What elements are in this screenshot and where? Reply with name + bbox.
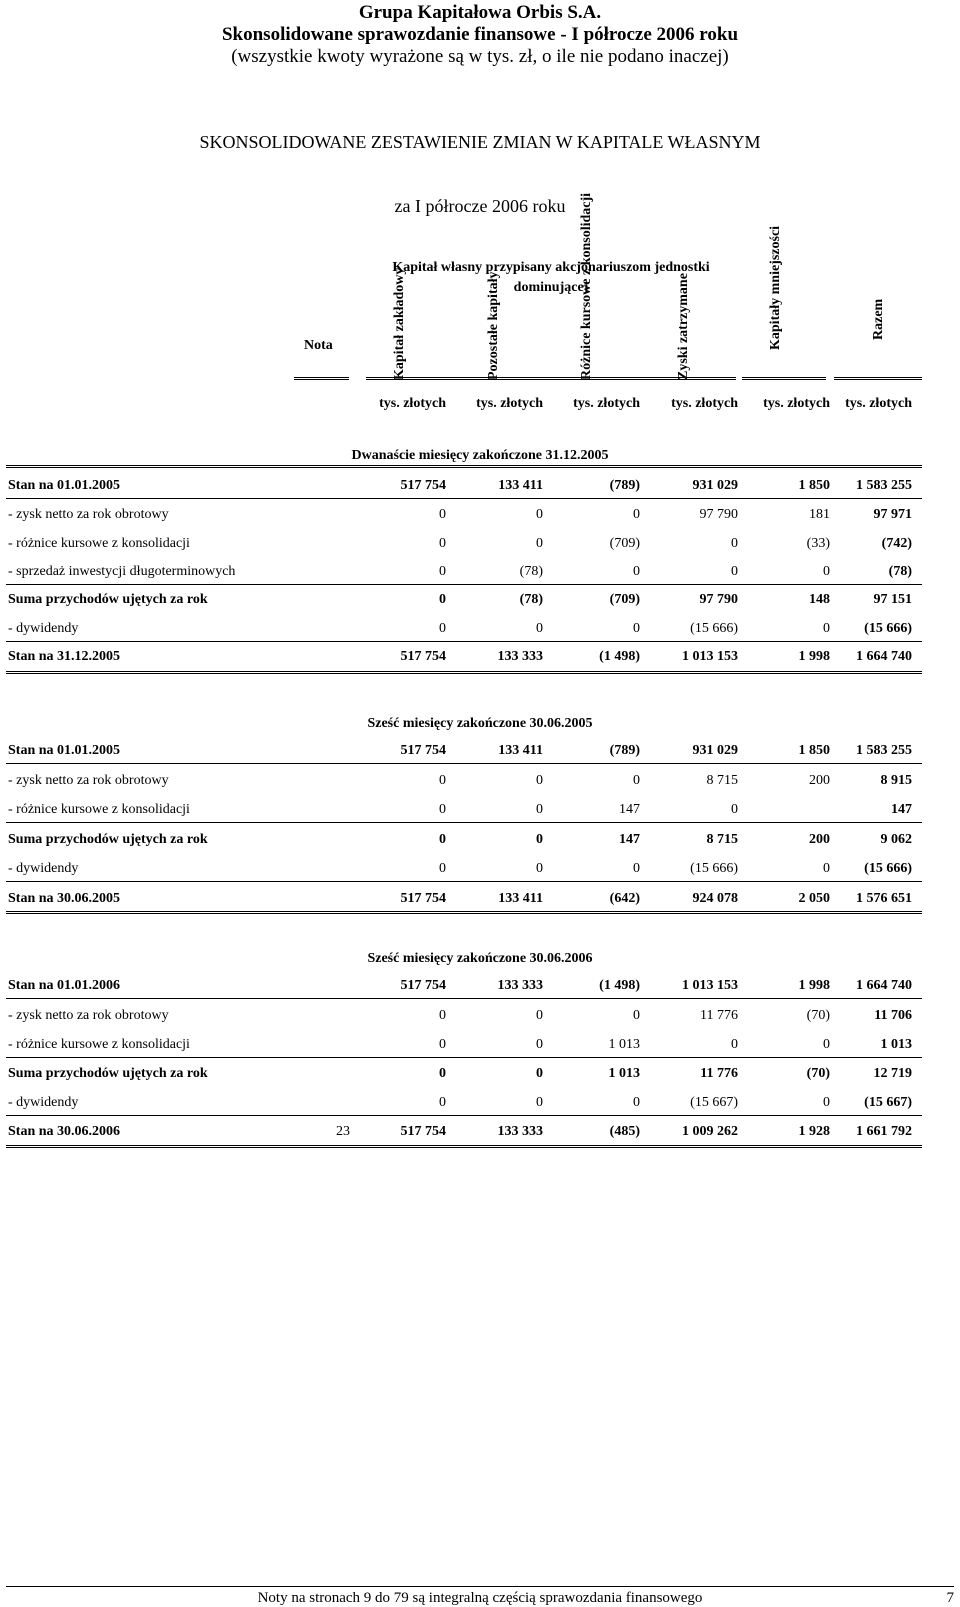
cell-pozostale-kapitaly: (78) [519, 592, 543, 607]
cell-pozostale-kapitaly: 0 [536, 832, 543, 847]
cell-kapitaly-mniejszosci: 0 [823, 861, 830, 876]
cell-kapital-zakladowy: 517 754 [400, 891, 446, 906]
cell-kapital-zakladowy: 0 [439, 592, 446, 607]
footer-note: Noty na stronach 9 do 79 są integralną częścią sprawozdania finansowego [257, 1590, 703, 1606]
cell-razem: (78) [888, 564, 912, 579]
row-rule [6, 1057, 922, 1058]
footer-rule [6, 1586, 954, 1587]
header-rule-minority [742, 377, 826, 380]
table-row [0, 861, 960, 879]
table-row [0, 802, 960, 820]
cell-zyski-zatrzymane: 1 013 153 [682, 978, 738, 993]
row-label: - różnice kursowe z konsolidacji [8, 802, 190, 817]
cell-zyski-zatrzymane: 11 776 [700, 1008, 738, 1023]
table-row [0, 1124, 960, 1142]
row-rule [6, 998, 922, 999]
cell-pozostale-kapitaly: 0 [536, 621, 543, 636]
section-title: Dwanaście miesięcy zakończone 31.12.2005 [351, 448, 609, 463]
total-rule [6, 1145, 922, 1148]
col-header-razem: Razem [871, 298, 886, 340]
cell-pozostale-kapitaly: 0 [536, 1066, 543, 1081]
cell-razem: 1 583 255 [856, 743, 912, 758]
cell-kapitaly-mniejszosci: 1 850 [798, 743, 830, 758]
cell-roznice-kursowe: 147 [619, 802, 640, 817]
cell-razem: 1 576 651 [856, 891, 912, 906]
cell-kapitaly-mniejszosci: 181 [809, 507, 830, 522]
cell-kapitaly-mniejszosci: 200 [809, 832, 830, 847]
cell-kapitaly-mniejszosci: 0 [823, 1095, 830, 1110]
col-header-pozostale-kapitaly: Pozostałe kapitały [486, 271, 501, 380]
header-rule-equity [366, 377, 736, 380]
cell-kapital-zakladowy: 0 [439, 1066, 446, 1081]
table-row [0, 507, 960, 525]
unit-label: tys. złotych [379, 396, 446, 411]
cell-roznice-kursowe: 147 [619, 832, 640, 847]
table-row [0, 743, 960, 761]
col-header-kapitaly-mniejszosci: Kapitały mniejszości [768, 225, 783, 350]
cell-kapital-zakladowy: 0 [439, 832, 446, 847]
cell-roznice-kursowe: 0 [633, 1095, 640, 1110]
section-title: Sześć miesięcy zakończone 30.06.2006 [367, 951, 593, 966]
cell-roznice-kursowe: 0 [633, 621, 640, 636]
row-label: Stan na 31.12.2005 [8, 649, 121, 664]
row-label: Suma przychodów ujętych za rok [8, 1066, 208, 1081]
row-label: Stan na 01.01.2006 [8, 978, 121, 993]
cell-zyski-zatrzymane: 1 013 153 [682, 649, 738, 664]
cell-pozostale-kapitaly: 133 333 [497, 1124, 543, 1139]
row-label: Stan na 01.01.2005 [8, 478, 121, 493]
table-row [0, 1066, 960, 1084]
cell-roznice-kursowe: 0 [633, 507, 640, 522]
cell-pozostale-kapitaly: 0 [536, 1008, 543, 1023]
cell-zyski-zatrzymane: 931 029 [692, 478, 738, 493]
cell-kapital-zakladowy: 0 [439, 1008, 446, 1023]
cell-zyski-zatrzymane: 8 715 [706, 773, 738, 788]
row-rule [6, 1115, 922, 1116]
cell-razem: 1 583 255 [856, 478, 912, 493]
page-number: 7 [946, 1590, 954, 1606]
cell-roznice-kursowe: 0 [633, 861, 640, 876]
table-row [0, 564, 960, 582]
unit-label: tys. złotych [763, 396, 830, 411]
cell-roznice-kursowe: 1 013 [608, 1066, 640, 1081]
cell-pozostale-kapitaly: 133 411 [498, 743, 543, 758]
cell-pozostale-kapitaly: 0 [536, 1037, 543, 1052]
total-rule [6, 671, 922, 674]
row-label: - różnice kursowe z konsolidacji [8, 536, 190, 551]
table-row [0, 978, 960, 996]
cell-kapitaly-mniejszosci: 0 [823, 564, 830, 579]
row-label: - dywidendy [8, 861, 79, 876]
cell-roznice-kursowe: 1 013 [608, 1037, 640, 1052]
cell-zyski-zatrzymane: 97 790 [699, 507, 738, 522]
cell-kapital-zakladowy: 0 [439, 507, 446, 522]
table-row [0, 478, 960, 496]
cell-kapitaly-mniejszosci: 1 928 [798, 1124, 830, 1139]
cell-zyski-zatrzymane: 924 078 [692, 891, 738, 906]
cell-razem: 147 [891, 802, 912, 817]
cell-razem: 1 013 [880, 1037, 912, 1052]
row-label: - sprzedaż inwestycji długoterminowych [8, 564, 236, 579]
cell-razem: 1 661 792 [856, 1124, 912, 1139]
cell-roznice-kursowe: 0 [633, 773, 640, 788]
cell-roznice-kursowe: (1 498) [599, 649, 640, 664]
cell-razem: 97 971 [873, 507, 912, 522]
cell-kapital-zakladowy: 0 [439, 802, 446, 817]
table-row [0, 891, 960, 909]
cell-kapital-zakladowy: 517 754 [400, 1124, 446, 1139]
row-label: Suma przychodów ujętych za rok [8, 592, 208, 607]
col-header-zyski-zatrzymane: Zyski zatrzymane [676, 273, 691, 380]
table-row [0, 1095, 960, 1113]
cell-roznice-kursowe: (642) [609, 891, 640, 906]
section-top-rule [6, 465, 922, 468]
cell-kapitaly-mniejszosci: (33) [806, 536, 830, 551]
header-rule-total [834, 377, 922, 380]
cell-razem: (15 666) [864, 861, 912, 876]
row-rule [6, 584, 922, 585]
cell-roznice-kursowe: (709) [609, 592, 640, 607]
unit-label: tys. złotych [845, 396, 912, 411]
row-rule [6, 763, 922, 764]
cell-razem: 11 706 [874, 1008, 912, 1023]
unit-label: tys. złotych [573, 396, 640, 411]
cell-roznice-kursowe: 0 [633, 1008, 640, 1023]
cell-roznice-kursowe: (485) [609, 1124, 640, 1139]
cell-razem: 8 915 [880, 773, 912, 788]
statement-period: za I półrocze 2006 roku [394, 196, 566, 216]
table-row [0, 773, 960, 791]
table-row [0, 536, 960, 554]
cell-razem: 12 719 [873, 1066, 912, 1081]
cell-razem: (15 666) [864, 621, 912, 636]
row-rule [6, 641, 922, 642]
table-row [0, 1037, 960, 1055]
cell-pozostale-kapitaly: 133 333 [497, 649, 543, 664]
cell-roznice-kursowe: 0 [633, 564, 640, 579]
nota-header: Nota [304, 338, 333, 353]
company-name: Grupa Kapitałowa Orbis S.A. [358, 2, 602, 23]
header-rule-nota [294, 377, 349, 380]
unit-label: tys. złotych [476, 396, 543, 411]
cell-pozostale-kapitaly: 0 [536, 802, 543, 817]
cell-pozostale-kapitaly: 133 411 [498, 478, 543, 493]
cell-kapitaly-mniejszosci: 0 [823, 1037, 830, 1052]
cell-razem: 97 151 [873, 592, 912, 607]
cell-zyski-zatrzymane: 0 [731, 1037, 738, 1052]
cell-kapitaly-mniejszosci: 1 850 [798, 478, 830, 493]
row-label: - zysk netto za rok obrotowy [8, 507, 169, 522]
row-nota: 23 [336, 1124, 350, 1139]
cell-kapital-zakladowy: 0 [439, 536, 446, 551]
row-label: Stan na 01.01.2005 [8, 743, 121, 758]
cell-roznice-kursowe: (789) [609, 743, 640, 758]
cell-kapitaly-mniejszosci: 148 [809, 592, 830, 607]
col-header-roznice-kursowe: Różnice kursowe z konsolidacji [579, 192, 594, 380]
cell-pozostale-kapitaly: 0 [536, 773, 543, 788]
cell-pozostale-kapitaly: 0 [536, 536, 543, 551]
cell-pozostale-kapitaly: 0 [536, 507, 543, 522]
cell-zyski-zatrzymane: 0 [731, 802, 738, 817]
section-title: Sześć miesięcy zakończone 30.06.2005 [367, 716, 593, 731]
table-row [0, 621, 960, 639]
cell-kapitaly-mniejszosci: 200 [809, 773, 830, 788]
row-label: - zysk netto za rok obrotowy [8, 1008, 169, 1023]
row-label: - dywidendy [8, 1095, 79, 1110]
cell-zyski-zatrzymane: (15 666) [690, 861, 738, 876]
row-label: Stan na 30.06.2005 [8, 891, 121, 906]
cell-pozostale-kapitaly: 0 [536, 861, 543, 876]
cell-zyski-zatrzymane: (15 667) [690, 1095, 738, 1110]
cell-kapital-zakladowy: 0 [439, 773, 446, 788]
row-rule [6, 498, 922, 499]
cell-kapitaly-mniejszosci: 2 050 [798, 891, 830, 906]
cell-kapital-zakladowy: 517 754 [400, 649, 446, 664]
cell-kapital-zakladowy: 517 754 [400, 978, 446, 993]
cell-zyski-zatrzymane: 0 [731, 536, 738, 551]
cell-kapitaly-mniejszosci: 0 [823, 621, 830, 636]
row-rule [6, 822, 922, 823]
cell-kapital-zakladowy: 0 [439, 564, 446, 579]
cell-pozostale-kapitaly: 133 333 [497, 978, 543, 993]
table-row [0, 592, 960, 610]
cell-pozostale-kapitaly: 0 [536, 1095, 543, 1110]
row-rule [6, 881, 922, 882]
cell-kapital-zakladowy: 0 [439, 1095, 446, 1110]
cell-kapital-zakladowy: 0 [439, 861, 446, 876]
cell-pozostale-kapitaly: 133 411 [498, 891, 543, 906]
cell-kapitaly-mniejszosci: 1 998 [798, 649, 830, 664]
row-label: Stan na 30.06.2006 [8, 1124, 121, 1139]
cell-zyski-zatrzymane: 1 009 262 [682, 1124, 738, 1139]
cell-kapital-zakladowy: 517 754 [400, 743, 446, 758]
cell-kapital-zakladowy: 517 754 [400, 478, 446, 493]
cell-zyski-zatrzymane: 97 790 [699, 592, 738, 607]
cell-razem: 1 664 740 [856, 649, 912, 664]
cell-kapital-zakladowy: 0 [439, 1037, 446, 1052]
cell-kapitaly-mniejszosci: 1 998 [798, 978, 830, 993]
row-label: - zysk netto za rok obrotowy [8, 773, 169, 788]
cell-roznice-kursowe: (709) [609, 536, 640, 551]
row-label: - różnice kursowe z konsolidacji [8, 1037, 190, 1052]
cell-zyski-zatrzymane: 0 [731, 564, 738, 579]
cell-pozostale-kapitaly: (78) [519, 564, 543, 579]
statement-title: SKONSOLIDOWANE ZESTAWIENIE ZMIAN W KAPITALE WŁASNYM [199, 132, 761, 152]
table-row [0, 649, 960, 667]
currency-note: (wszystkie kwoty wyrażone są w tys. zł, o ile nie podano inaczej) [231, 46, 729, 67]
row-label: Suma przychodów ujętych za rok [8, 832, 208, 847]
cell-kapitaly-mniejszosci: (70) [806, 1008, 830, 1023]
cell-zyski-zatrzymane: (15 666) [690, 621, 738, 636]
cell-kapitaly-mniejszosci: (70) [806, 1066, 830, 1081]
report-title: Skonsolidowane sprawozdanie finansowe - I półrocze 2006 roku [221, 24, 739, 45]
cell-zyski-zatrzymane: 931 029 [692, 743, 738, 758]
cell-roznice-kursowe: (1 498) [599, 978, 640, 993]
table-row [0, 1008, 960, 1026]
row-label: - dywidendy [8, 621, 79, 636]
cell-razem: 1 664 740 [856, 978, 912, 993]
cell-razem: (742) [881, 536, 912, 551]
unit-label: tys. złotych [671, 396, 738, 411]
equity-group-header: Kapitał własny przypisany akcjonariuszom jednostki dominującej [392, 260, 710, 295]
cell-kapital-zakladowy: 0 [439, 621, 446, 636]
table-row [0, 832, 960, 850]
total-rule [6, 911, 922, 914]
cell-razem: (15 667) [864, 1095, 912, 1110]
cell-zyski-zatrzymane: 11 776 [700, 1066, 738, 1081]
cell-razem: 9 062 [880, 832, 912, 847]
cell-zyski-zatrzymane: 8 715 [706, 832, 738, 847]
col-header-kapital-zakladowy: Kapitał zakładowy [392, 267, 407, 380]
cell-roznice-kursowe: (789) [609, 478, 640, 493]
